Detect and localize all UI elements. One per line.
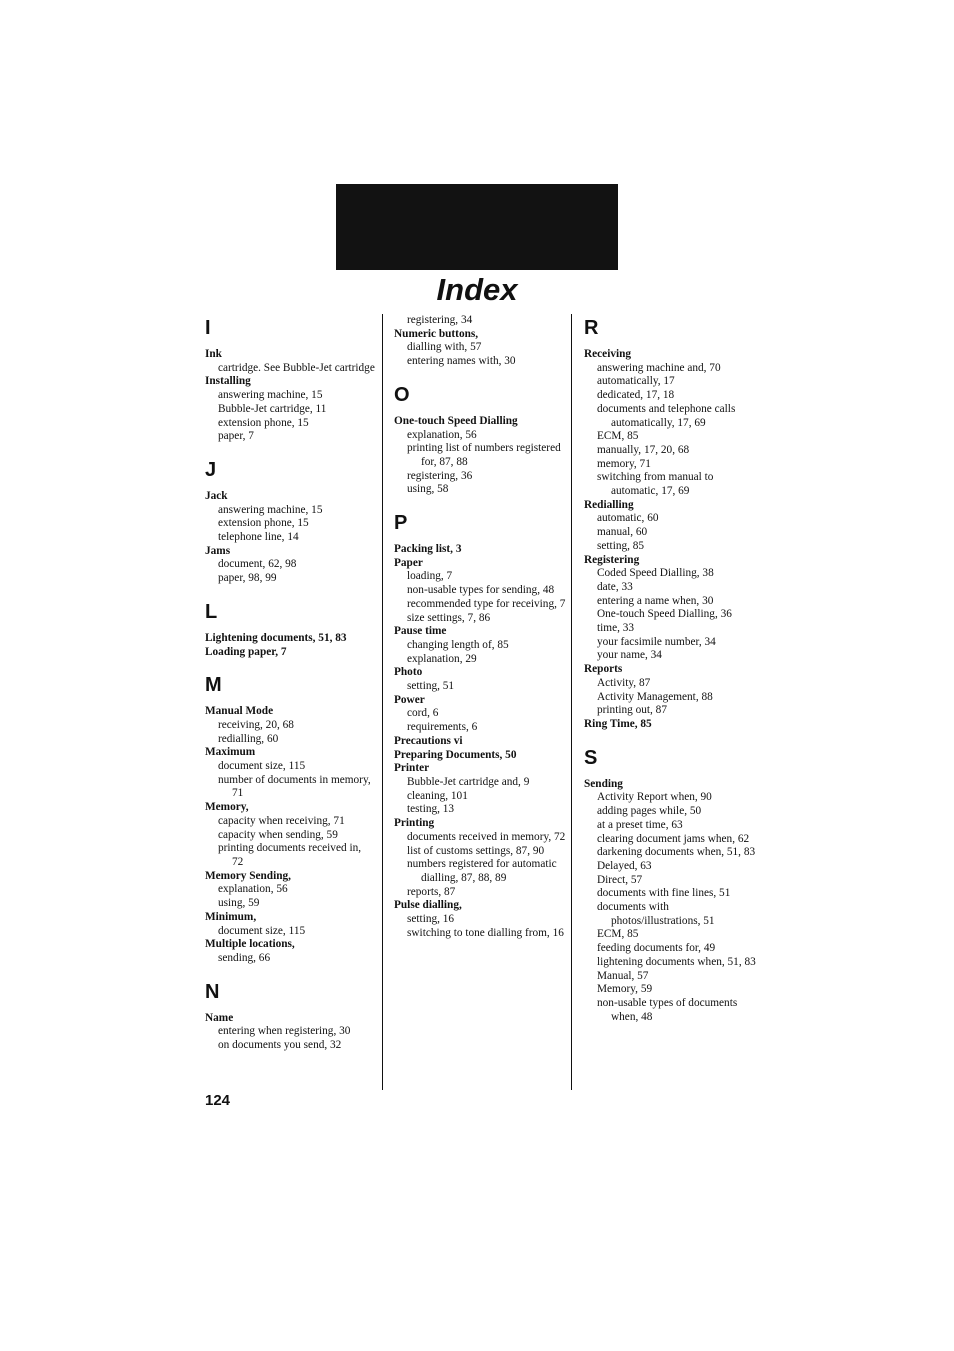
section-letter: I bbox=[205, 317, 211, 339]
index-entry bbox=[205, 911, 375, 938]
index-heading: Printer bbox=[394, 762, 430, 775]
index-section bbox=[205, 705, 375, 965]
index-subentry: sending, 66 bbox=[218, 951, 271, 964]
index-subentry: One-touch Speed Dialling, 36 bbox=[597, 608, 732, 621]
index-subentry: registering, 36 bbox=[407, 469, 473, 482]
index-heading: Minimum, bbox=[205, 910, 257, 923]
index-entry bbox=[394, 557, 566, 626]
index-subentry: using, 58 bbox=[407, 483, 449, 496]
index-entry bbox=[584, 499, 756, 554]
index-subentry: documents and telephone calls automatically, 17, 69 bbox=[597, 402, 736, 429]
index-entry bbox=[394, 735, 566, 749]
index-heading: Redialling bbox=[584, 498, 634, 511]
index-heading: Numeric buttons, bbox=[394, 327, 479, 340]
index-subentry: extension phone, 15 bbox=[218, 517, 309, 530]
index-subentry: Bubble-Jet cartridge, 11 bbox=[218, 402, 327, 415]
index-subentry: switching to tone dialling from, 16 bbox=[407, 926, 564, 939]
index-entry bbox=[584, 718, 756, 732]
index-subentry: automatic, 60 bbox=[597, 512, 659, 525]
index-subentry: manual, 60 bbox=[597, 526, 648, 539]
index-entry bbox=[394, 543, 566, 557]
section-letter: L bbox=[205, 600, 218, 623]
section-letter: O bbox=[394, 383, 410, 406]
index-subentry: paper, 98, 99 bbox=[218, 572, 277, 585]
index-subentry: capacity when sending, 59 bbox=[218, 828, 338, 841]
index-heading: Receiving bbox=[584, 348, 632, 360]
index-section bbox=[205, 632, 375, 659]
index-subentry: Activity, 87 bbox=[597, 676, 651, 689]
index-entry bbox=[205, 375, 375, 444]
index-entry bbox=[394, 694, 566, 735]
index-subentry: using, 59 bbox=[218, 897, 260, 910]
index-subentry: recommended type for receiving, 7 bbox=[407, 597, 566, 610]
index-heading: Pause time bbox=[394, 625, 447, 638]
section-letter: P bbox=[394, 512, 408, 535]
column-divider bbox=[571, 314, 572, 1090]
index-subentry: reports, 87 bbox=[407, 885, 456, 898]
index-entry bbox=[394, 666, 566, 693]
index-heading: Multiple locations, bbox=[205, 938, 295, 951]
index-entry bbox=[394, 415, 566, 497]
index-subentry: printing out, 87 bbox=[597, 704, 667, 717]
index-subentry: document size, 115 bbox=[218, 760, 306, 773]
index-heading: Reports bbox=[584, 663, 623, 676]
index-subentry: documents received in memory, 72 bbox=[407, 830, 566, 843]
index-entry bbox=[394, 817, 566, 899]
index-subentry: clearing document jams when, 62 bbox=[597, 832, 750, 845]
index-entry bbox=[205, 1012, 375, 1053]
index-subentry: automatically, 17 bbox=[597, 375, 675, 388]
index-subentry: document size, 115 bbox=[218, 924, 306, 937]
index-subentry: explanation, 56 bbox=[218, 883, 288, 896]
index-entry bbox=[584, 554, 756, 664]
index-subentry: entering names with, 30 bbox=[407, 355, 516, 368]
index-subentry: changing length of, 85 bbox=[407, 638, 509, 651]
index-subentry: your facsimile number, 34 bbox=[597, 635, 716, 648]
index-subentry: Bubble-Jet cartridge and, 9 bbox=[407, 775, 530, 788]
index-subentry: Memory, 59 bbox=[597, 983, 653, 996]
index-entry bbox=[205, 746, 375, 801]
index-subentry: telephone line, 14 bbox=[218, 531, 299, 544]
index-subentry: loading, 7 bbox=[407, 570, 453, 583]
index-section bbox=[205, 348, 375, 444]
index-entry bbox=[205, 938, 375, 965]
index-heading: Installing bbox=[205, 375, 251, 388]
index-entry bbox=[205, 348, 375, 375]
index-heading: Registering bbox=[584, 553, 640, 566]
index-subentry: size settings, 7, 86 bbox=[407, 611, 491, 624]
index-entry bbox=[394, 762, 566, 817]
index-entry bbox=[205, 705, 375, 746]
section-letter: R bbox=[584, 317, 599, 339]
index-subentry: ECM, 85 bbox=[597, 430, 639, 443]
index-subentry: Manual, 57 bbox=[597, 969, 649, 982]
index-subentry: cartridge. See Bubble-Jet cartridge bbox=[218, 361, 375, 374]
index-subentry: testing, 13 bbox=[407, 803, 455, 816]
index-subentry: answering machine, 15 bbox=[218, 389, 323, 402]
index-subentry: registering, 34 bbox=[407, 314, 473, 326]
index-subentry: dialling with, 57 bbox=[407, 341, 482, 354]
index-subentry: explanation, 56 bbox=[407, 428, 477, 441]
index-subentry: Activity Management, 88 bbox=[597, 690, 713, 703]
index-heading: Maximum bbox=[205, 746, 256, 759]
index-subentry: extension phone, 15 bbox=[218, 416, 309, 429]
index-subentry: list of customs settings, 87, 90 bbox=[407, 844, 545, 857]
index-heading: Name bbox=[205, 1011, 234, 1024]
index-entry bbox=[584, 663, 756, 718]
index-section bbox=[584, 348, 756, 732]
section-letter: M bbox=[205, 674, 222, 697]
section-letter: S bbox=[584, 746, 598, 769]
index-subentry: date, 33 bbox=[597, 580, 633, 593]
index-heading: Ink bbox=[205, 348, 222, 360]
index-subentry: explanation, 29 bbox=[407, 652, 477, 665]
index-subentry: number of documents in memory, 71 bbox=[218, 773, 371, 800]
index-subentry: redialling, 60 bbox=[218, 732, 279, 745]
index-subentry: cleaning, 101 bbox=[407, 789, 468, 802]
index-subentry: printing list of numbers registered for, 87, 88 bbox=[407, 442, 561, 468]
index-subentry: paper, 7 bbox=[218, 430, 254, 443]
index-subentry: documents with photos/illustrations, 51 bbox=[597, 901, 715, 927]
index-heading: Photo bbox=[394, 666, 423, 679]
index-continuation bbox=[394, 314, 566, 369]
index-entry bbox=[584, 348, 756, 499]
index-section bbox=[205, 490, 375, 586]
index-subentry: document, 62, 98 bbox=[218, 558, 297, 571]
index-subentry: Direct, 57 bbox=[597, 873, 643, 886]
index-entry bbox=[394, 314, 566, 328]
index-heading: Memory, bbox=[205, 801, 249, 814]
index-subentry: answering machine, 15 bbox=[218, 503, 323, 516]
index-heading: Sending bbox=[584, 777, 623, 790]
index-subentry: at a preset time, 63 bbox=[597, 818, 683, 831]
index-subentry: printing documents received in, 72 bbox=[218, 842, 362, 868]
index-entry bbox=[205, 545, 375, 586]
section-letter: J bbox=[205, 458, 217, 481]
index-subentry: requirements, 6 bbox=[407, 721, 478, 734]
index-heading: Paper bbox=[394, 556, 423, 569]
index-heading: Ring Time, 85 bbox=[584, 717, 652, 730]
index-entry bbox=[205, 870, 375, 911]
index-subentry: manually, 17, 20, 68 bbox=[597, 443, 690, 456]
index-entry bbox=[394, 899, 566, 940]
index-subentry: setting, 85 bbox=[597, 539, 645, 552]
index-heading: One-touch Speed Dialling bbox=[394, 414, 518, 427]
index-heading: Precautions vi bbox=[394, 734, 463, 747]
page-title: Index bbox=[436, 272, 518, 307]
column-divider bbox=[382, 314, 383, 1090]
index-column-2 bbox=[394, 314, 566, 955]
index-entry bbox=[394, 625, 566, 666]
index-subentry: setting, 51 bbox=[407, 680, 455, 693]
index-subentry: ECM, 85 bbox=[597, 928, 639, 941]
index-subentry: memory, 71 bbox=[597, 457, 651, 470]
index-entry bbox=[394, 328, 566, 369]
index-subentry: lightening documents when, 51, 83 bbox=[597, 955, 756, 968]
index-subentry: numbers registered for automatic dialling, 87, 88, 89 bbox=[407, 858, 557, 884]
index-entry bbox=[394, 749, 566, 763]
index-section bbox=[584, 778, 756, 1025]
index-subentry: dedicated, 17, 18 bbox=[597, 389, 675, 402]
index-subentry: feeding documents for, 49 bbox=[597, 942, 716, 955]
index-heading: Preparing Documents, 50 bbox=[394, 748, 517, 761]
index-entry bbox=[205, 490, 375, 545]
index-subentry: documents with fine lines, 51 bbox=[597, 887, 731, 900]
index-subentry: capacity when receiving, 71 bbox=[218, 814, 345, 827]
index-subentry: non-usable types of documents when, 48 bbox=[597, 996, 738, 1023]
index-heading: Manual Mode bbox=[205, 705, 274, 718]
index-heading: Memory Sending, bbox=[205, 869, 291, 882]
index-subentry: your name, 34 bbox=[597, 649, 662, 662]
index-subentry: non-usable types for sending, 48 bbox=[407, 584, 555, 597]
index-section bbox=[394, 415, 566, 497]
index-heading: Jack bbox=[205, 489, 228, 502]
index-subentry: cord, 6 bbox=[407, 707, 439, 720]
index-entry bbox=[205, 646, 375, 660]
index-column-3 bbox=[584, 314, 756, 1039]
index-subentry: Coded Speed Dialling, 38 bbox=[597, 567, 714, 580]
index-subentry: darkening documents when, 51, 83 bbox=[597, 846, 756, 859]
index-section bbox=[394, 543, 566, 940]
index-subentry: setting, 16 bbox=[407, 913, 455, 926]
index-heading: Power bbox=[394, 693, 425, 706]
index-subentry: on documents you send, 32 bbox=[218, 1039, 342, 1052]
index-subentry: entering when registering, 30 bbox=[218, 1025, 351, 1038]
index-heading: Loading paper, 7 bbox=[205, 645, 287, 658]
page-number: 124 bbox=[205, 1092, 231, 1109]
index-subentry: entering a name when, 30 bbox=[597, 594, 714, 607]
index-section bbox=[205, 1012, 375, 1053]
index-entry bbox=[584, 778, 756, 1025]
header-black-block bbox=[336, 184, 618, 270]
index-entry bbox=[205, 632, 375, 646]
index-heading: Pulse dialling, bbox=[394, 899, 462, 912]
index-heading: Printing bbox=[394, 817, 435, 830]
index-subentry: answering machine and, 70 bbox=[597, 361, 721, 374]
index-heading: Lightening documents, 51, 83 bbox=[205, 631, 347, 644]
index-subentry: Activity Report when, 90 bbox=[597, 791, 712, 804]
index-subentry: switching from manual to automatic, 17, 69 bbox=[597, 471, 714, 498]
index-subentry: Delayed, 63 bbox=[597, 859, 652, 872]
index-entry bbox=[205, 801, 375, 870]
index-column-1 bbox=[205, 314, 375, 1068]
index-heading: Packing list, 3 bbox=[394, 543, 462, 556]
index-subentry: time, 33 bbox=[597, 622, 635, 635]
section-letter: N bbox=[205, 980, 220, 1003]
index-heading: Jams bbox=[205, 544, 231, 557]
index-subentry: receiving, 20, 68 bbox=[218, 718, 294, 731]
index-subentry: adding pages while, 50 bbox=[597, 805, 702, 818]
